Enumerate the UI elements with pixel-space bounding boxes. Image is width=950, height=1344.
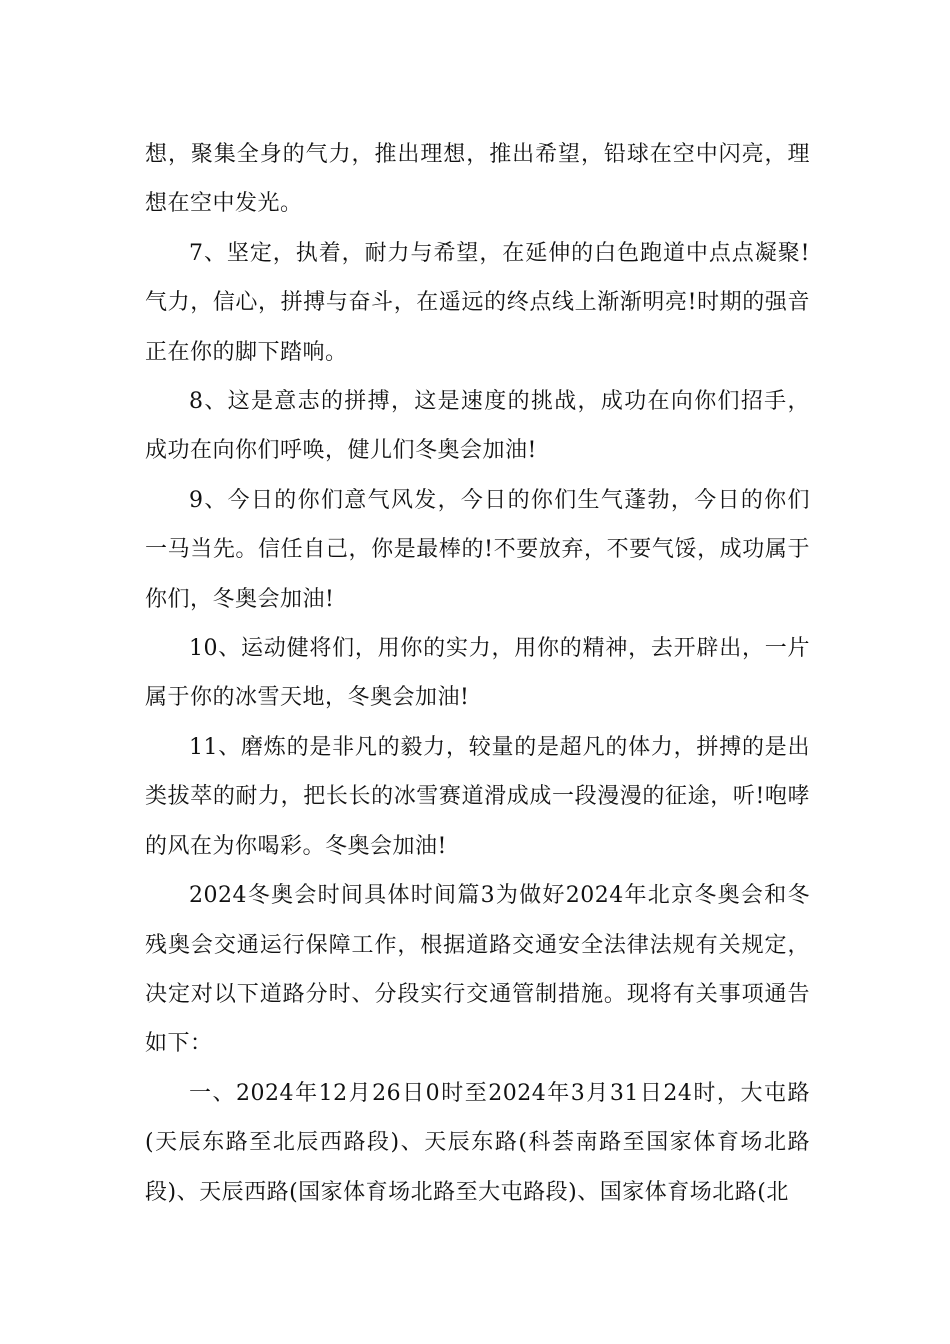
paragraph-item-9: 9、今日的你们意气风发，今日的你们生气蓬勃，今日的你们一马当先。信任自己，你是最棒的!不要放弃，不要气馁，成功属于你们，冬奥会加油! [145, 487, 810, 612]
paragraph-item-7: 7、坚定，执着，耐力与希望，在延伸的白色跑道中点点凝聚!气力，信心，拼搏与奋斗，在遥远的终点线上渐渐明亮!时期的强音正在你的脚下踏响。 [145, 240, 810, 365]
paragraph-item-11: 11、磨炼的是非凡的毅力，较量的是超凡的体力，拼搏的是出类拔萃的耐力，把长长的冰雪赛道滑成成一段漫漫的征途，听!咆哮的风在为你喝彩。冬奥会加油! [145, 734, 810, 859]
document-body [145, 130, 810, 1217]
paragraph-continuation: 想，聚集全身的气力，推出理想，推出希望，铅球在空中闪亮，理想在空中发光。 [145, 142, 810, 217]
paragraph-item-8: 8、这是意志的拼搏，这是速度的挑战，成功在向你们招手，成功在向你们呼唤，健儿们冬奥会加油! [145, 389, 810, 464]
paragraph-item-10: 10、运动健将们，用你的实力，用你的精神，去开辟出，一片属于你的冰雪天地，冬奥会加油! [145, 636, 810, 711]
paragraph-section-3-intro: 2024冬奥会时间具体时间篇3为做好2024年北京冬奥会和冬残奥会交通运行保障工作，根据道路交通安全法律法规有关规定，决定对以下道路分时、分段实行交通管制措施。现将有关事项通告如下： [145, 883, 810, 1057]
paragraph-rule-1: 一、2024年12月26日0时至2024年3月31日24时，大屯路(天辰东路至北辰西路段)、天辰东路(科荟南路至国家体育场北路段)、天辰西路(国家体育场北路至大屯路段)、国家体育场北路(北 [145, 1080, 810, 1205]
